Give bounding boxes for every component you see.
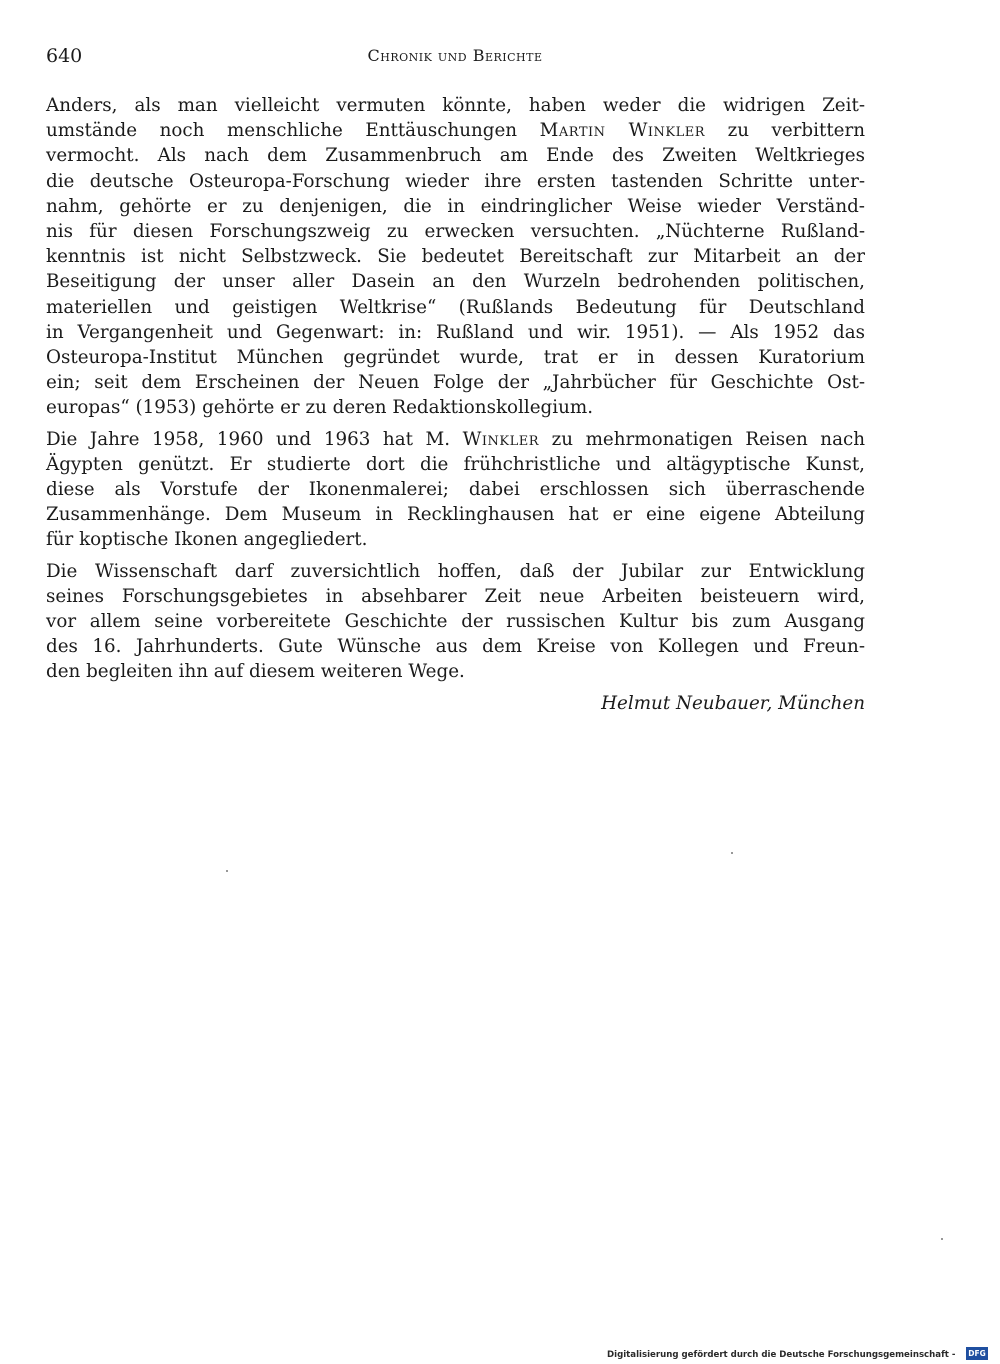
- text-line: [46, 502, 865, 527]
- text-line: [46, 584, 865, 609]
- scan-speck: [941, 1238, 943, 1240]
- text-run: materiellen und geistigen Weltkrise“ (Rußlands Bedeutung für Deutschland: [46, 296, 865, 318]
- text-run: Die Wissenschaft darf zuversichtlich hoffen, daß der Jubilar zur Entwicklung: [46, 560, 865, 582]
- running-head: Chronik und Berichte: [367, 46, 543, 65]
- text-run: ein; seit dem Erscheinen der Neuen Folge der „Jahrbücher für Geschichte Ost-: [46, 372, 865, 394]
- text-run: zu mehrmonatigen Reisen nach: [539, 428, 865, 450]
- text-run: den begleiten ihn auf diesem weiteren Wege.: [46, 661, 465, 683]
- text-run: Ägypten genützt. Er studierte dort die frühchristliche und altägyptische Kunst,: [46, 453, 865, 475]
- text-run: kenntnis ist nicht Selbstzweck. Sie bedeutet Bereitschaft zur Mitarbeit an der: [46, 246, 865, 268]
- article-body: [46, 93, 865, 716]
- text-line: [46, 477, 865, 502]
- text-line: [46, 295, 865, 320]
- person-name: Martin Winkler: [539, 120, 705, 142]
- text-line: [46, 219, 865, 244]
- text-line: [46, 194, 865, 219]
- text-line: [46, 452, 865, 477]
- text-run: Beseitigung der unser aller Dasein an den Wurzeln bedrohenden politischen,: [46, 271, 865, 293]
- text-run: die deutsche Osteuropa-Forschung wieder ihre ersten tastenden Schritte unter-: [46, 170, 865, 192]
- text-run: nis für diesen Forschungszweig zu erwecken versuchten. „Nüchterne Rußland-: [46, 221, 865, 243]
- person-name: Winkler: [462, 428, 540, 450]
- scan-speck: [731, 852, 733, 854]
- text-line: [46, 269, 865, 294]
- text-line: [46, 527, 865, 552]
- text-line: [46, 345, 865, 370]
- paragraph: [46, 427, 865, 553]
- text-line: [46, 93, 865, 118]
- scan-speck: [226, 870, 228, 872]
- text-line: [46, 118, 865, 143]
- text-run: für koptische Ikonen angegliedert.: [46, 529, 368, 551]
- paragraph: [46, 93, 865, 421]
- text-line: [46, 244, 865, 269]
- text-line: [46, 169, 865, 194]
- text-run: in Vergangenheit und Gegenwart: in: Rußland und wir. 1951). — Als 1952 das: [46, 321, 865, 343]
- text-run: Die Jahre 1958, 1960 und 1963 hat M.: [46, 428, 463, 450]
- text-line: [46, 634, 865, 659]
- text-line: [46, 609, 865, 634]
- text-run: vermocht. Als nach dem Zusammenbruch am Ende des Zweiten Weltkrieges: [46, 145, 865, 167]
- text-run: diese als Vorstufe der Ikonenmalerei; dabei erschlossen sich überraschende: [46, 479, 865, 501]
- text-line: [46, 427, 865, 452]
- text-run: Anders, als man vielleicht vermuten könnte, haben weder die widrigen Zeit-: [46, 95, 865, 116]
- text-run: zu verbittern: [705, 120, 865, 142]
- text-run: nahm, gehörte er zu denjenigen, die in eindringlicher Weise wieder Verständ-: [46, 195, 865, 217]
- text-line: [46, 320, 865, 345]
- paragraph: [46, 559, 865, 685]
- text-line: [46, 659, 865, 684]
- text-run: Zusammenhänge. Dem Museum in Recklinghausen hat er eine eigene Abteilung: [46, 504, 865, 526]
- text-line: [46, 559, 865, 584]
- text-run: europas“ (1953) gehörte er zu deren Redaktionskollegium.: [46, 397, 594, 419]
- footer-credit: Digitalisierung gefördert durch die Deutsche Forschungsgemeinschaft -: [607, 1350, 956, 1360]
- dfg-logo-icon: DFG: [966, 1347, 988, 1360]
- author-signature: Helmut Neubauer, München: [601, 692, 865, 714]
- text-line: [46, 395, 865, 420]
- text-run: umstände noch menschliche Enttäuschungen: [46, 120, 540, 142]
- text-run: seines Forschungsgebietes in absehbarer Zeit neue Arbeiten beisteuern wird,: [46, 585, 865, 607]
- text-run: Osteuropa-Institut München gegründet wurde, trat er in dessen Kuratorium: [46, 347, 865, 369]
- page-number: 640: [46, 45, 83, 67]
- text-line: [46, 370, 865, 395]
- text-line: [46, 143, 865, 168]
- text-run: des 16. Jahrhunderts. Gute Wünsche aus dem Kreise von Kollegen und Freun-: [46, 636, 865, 658]
- text-run: vor allem seine vorbereitete Geschichte der russischen Kultur bis zum Ausgang: [46, 611, 865, 633]
